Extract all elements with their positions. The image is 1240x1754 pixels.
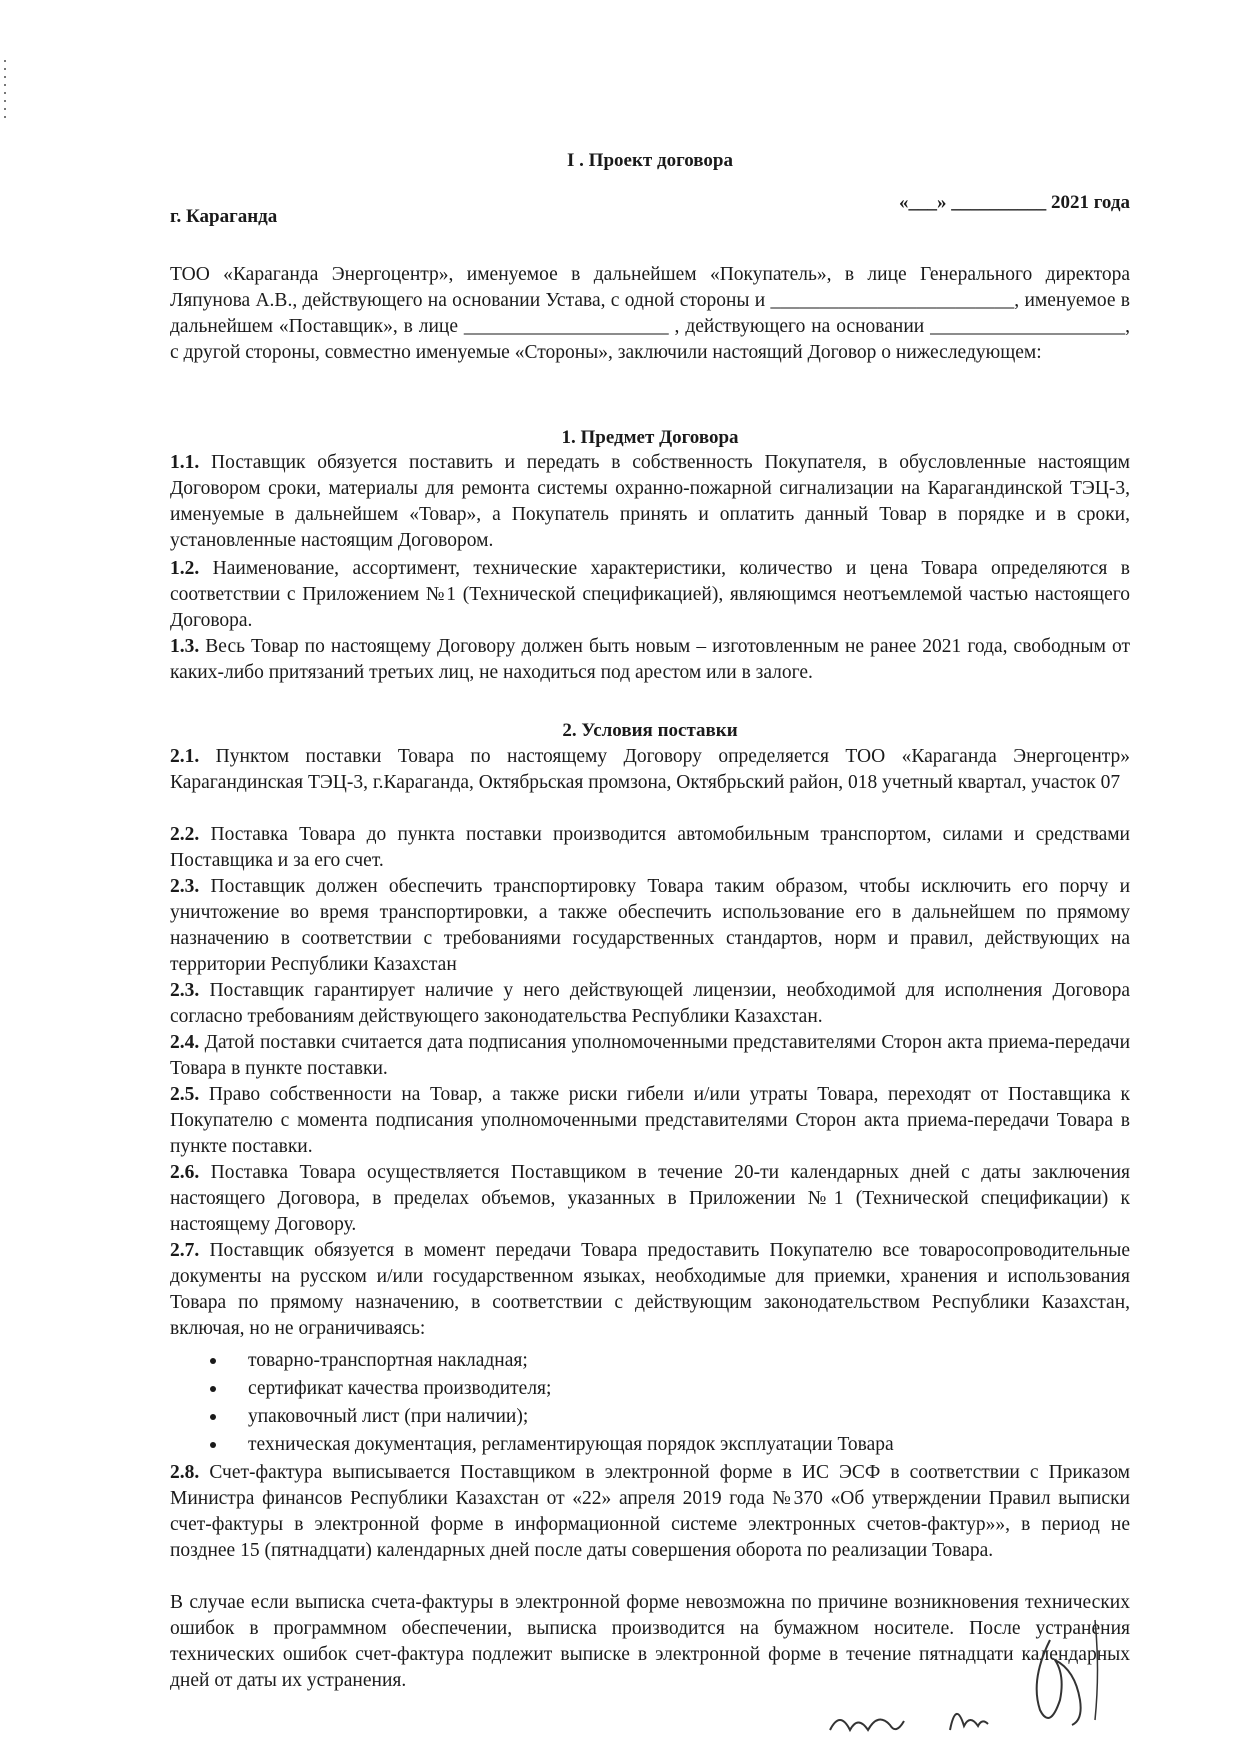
clause-2-3b [170,978,1130,1030]
scan-margin-marks [4,60,6,120]
clause-number: 2.6. [170,1162,200,1183]
clause-2-5 [170,1082,1130,1160]
clause-number: 2.3. [170,980,200,1001]
clause-text: Весь Товар по настоящему Договору должен быть новым – изготовленным не ранее 2021 года, свободным от каких-либо притязаний третьих лиц, не находиться под арестом или в залоге. [170,636,1130,683]
clause-number: 2.7. [170,1240,200,1261]
clause-1-3 [170,634,1130,686]
clause-2-3a [170,874,1130,978]
clause-2-2 [170,822,1130,874]
document-title: I . Проект договора [567,150,733,171]
clause-2-4 [170,1030,1130,1082]
clause-number: 2.8. [170,1462,200,1483]
clause-1-2 [170,556,1130,634]
clause-2-6 [170,1160,1130,1238]
clause-number: 1.3. [170,636,200,657]
list-item: упаковочный лист (при наличии); [210,1404,1110,1432]
clause-text: Право собственности на Товар, а также риски гибели и/или утраты Товара, переходят от Поставщика к Покупателю с момента подписания уполномоченными представителями Сторон акта приема-передачи Товара в пункте поставки. [170,1084,1130,1157]
closing-paragraph: В случае если выписка счета-фактуры в электронной форме невозможна по причине возникновения технических ошибок в программном обеспечении, выписка производится на бумажном носителе. После устранения технических ошибок счет-фактура подлежит выписке в электронной форме в течение пятнадцати календарных дней от даты их устранения. [170,1592,1130,1691]
date-line: «___» __________ 2021 года [899,192,1130,213]
clause-2-1 [170,744,1130,796]
preamble-paragraph: ТОО «Караганда Энергоцентр», именуемое в дальнейшем «Покупатель», в лице Генерального директора Ляпунова А.В., действующего на основании Устава, с одной стороны и _________________________, именуемое в дальнейшем «Поставщик», в лице _____________________ , действующего на основании ____________________, с другой стороны, совместно именуемые «Стороны», заключили настоящий Договор о нижеследующем: [170,264,1130,363]
clause-text: Счет-фактура выписывается Поставщиком в электронной форме в ИС ЭСФ в соответствии с Приказом Министра финансов Республики Казахстан от «22» апреля 2019 года №370 «Об утверждении Правил выписки счет-фактуры в электронной форме в информационной системе электронных счетов-фактур»», в период не позднее 15 (пятнадцати) календарных дней после даты совершения оборота по реализации Товара. [170,1462,1130,1561]
clause-text: Поставщик гарантирует наличие у него действующей лицензии, необходимой для исполнения Договора согласно требованиям действующего законодательства Республики Казахстан. [170,980,1130,1027]
clause-text: Поставщик должен обеспечить транспортировку Товара таким образом, чтобы исключить его порчу и уничтожение во время транспортировки, а также обеспечить использование его в дальнейшем по прямому назначению в соответствии с требованиями государственных стандартов, норм и правил, действующих на территории Республики Казахстан [170,876,1131,975]
clause-2-7 [170,1238,1130,1342]
list-item: сертификат качества производителя; [210,1376,1110,1404]
clause-number: 2.5. [170,1084,200,1105]
clause-number: 2.4. [170,1032,200,1053]
clause-number: 2.1. [170,746,200,767]
list-item: товарно-транспортная накладная; [210,1348,1110,1376]
section-1-heading: 1. Предмет Договора [561,427,739,448]
clause-text: Поставщик обязуется в момент передачи Товара предоставить Покупателю все товаросопроводительные документы на русском и/или государственном языках, необходимые для приемки, хранения и использования Товара по прямому назначению, в соответствии с действующим законодательством Республики Казахстан, включая, но не ограничиваясь: [170,1240,1130,1339]
clause-number: 1.1. [170,452,200,473]
clause-2-8 [170,1460,1130,1564]
clause-text: Поставка Товара до пункта поставки производится автомобильным транспортом, силами и средствами Поставщика и за его счет. [170,824,1130,871]
section-2-heading: 2. Условия поставки [562,720,738,741]
clause-text: Поставщик обязуется поставить и передать в собственность Покупателя, в обусловленные настоящим Договором сроки, материалы для ремонта системы охранно-пожарной сигнализации на Карагандинской ТЭЦ-3, именуемые в дальнейшем «Товар», а Покупатель принять и оплатить данный Товар в порядке и в сроки, установленные настоящим Договором. [170,452,1130,551]
clause-number: 2.2. [170,824,200,845]
clause-number: 1.2. [170,558,200,579]
clause-text: Наименование, ассортимент, технические характеристики, количество и цена Товара определяются в соответствии с Приложением №1 (Технической спецификацией), являющимся неотъемлемой частью настоящего Договора. [170,558,1130,631]
contract-page [170,0,1130,1754]
handwritten-signatures [810,1580,1140,1750]
clause-number: 2.3. [170,876,200,897]
clause-1-1 [170,450,1130,554]
list-item: техническая документация, регламентирующая порядок эксплуатации Товара [210,1432,1110,1460]
clause-text: Датой поставки считается дата подписания уполномоченными представителями Сторон акта приема-передачи Товара в пункте поставки. [170,1032,1131,1079]
city-label: г. Караганда [170,206,278,227]
clause-text: Пунктом поставки Товара по настоящему Договору определяется ТОО «Караганда Энергоцентр» Карагандинская ТЭЦ-3, г.Караганда, Октябрьская промзона, Октябрьский район, 018 учетный квартал, участок 07 [170,746,1131,793]
clause-text: Поставка Товара осуществляется Поставщиком в течение 20-ти календарных дней с даты заключения настоящего Договора, в пределах объемов, указанных в Приложении №1 (Технической спецификации) к настоящему Договору. [170,1162,1130,1235]
documents-list [210,1348,1110,1460]
